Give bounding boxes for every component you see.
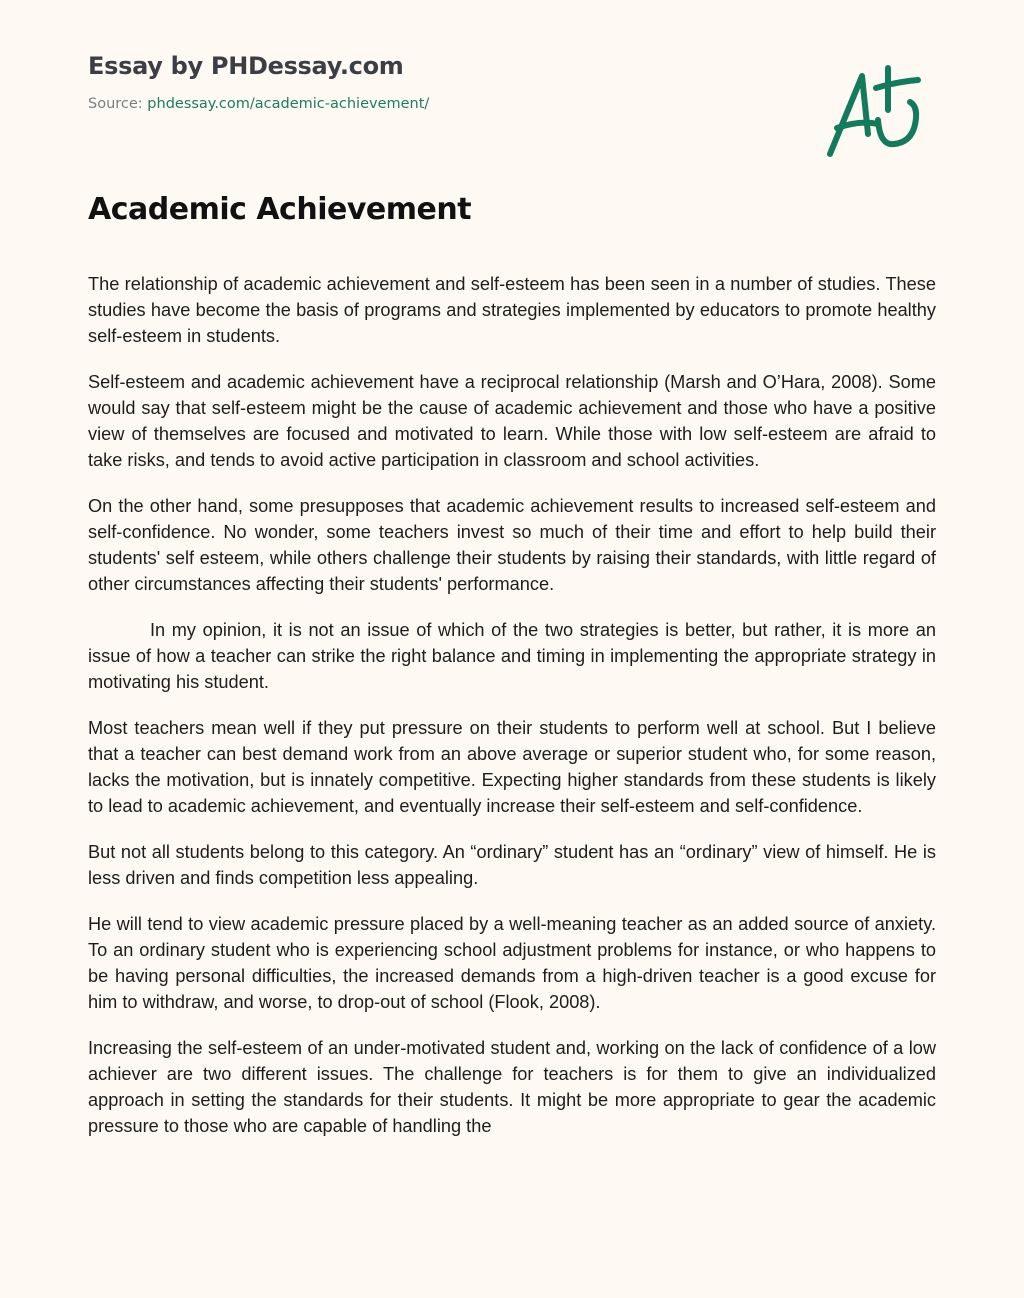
paragraph: He will tend to view academic pressure placed by a well-meaning teacher as an added source of anxiety. To an ordinary student who is experiencing school adjustment problems for instance, or who happens to be having personal difficulties, the increased demands from a high-driven teacher is a good excuse for him to withdraw, and worse, to drop-out of school (Flook, 2008).	[88, 914, 936, 1012]
paragraph: On the other hand, some presupposes that academic achievement results to increased self-esteem and self-confidence. No wonder, some teachers invest so much of their time and effort to help build their students' self esteem, while others challenge their students by raising their standards, with little regard of other circumstances affecting their students' performance.	[88, 496, 936, 594]
content-cutoff	[0, 1240, 1024, 1298]
source-link[interactable]: phdessay.com/academic-achievement/	[147, 96, 430, 112]
source-label: Source:	[88, 96, 148, 112]
a-plus-grade-icon	[820, 62, 932, 162]
paragraph: Most teachers mean well if they put pressure on their students to perform well at school. But I believe that a teacher can best demand work from an above average or superior student who, for some reason, lacks the motivation, but is innately competitive. Expecting higher standards from these students is likely to lead to academic achievement, and eventually increase their self-esteem and self-confidence.	[88, 718, 936, 816]
essay-body	[88, 271, 936, 1159]
paragraph: Self-esteem and academic achievement have a reciprocal relationship (Marsh and O’Hara, 2008). Some would say that self-esteem might be the cause of academic achievement and those who have a positive view of themselves are focused and motivated to learn. While those with low self-esteem are afraid to take risks, and tends to avoid active participation in classroom and school activities.	[88, 372, 936, 470]
paragraph: In my opinion, it is not an issue of which of the two strategies is better, but rather, it is more an issue of how a teacher can strike the right balance and timing in implementing the appropriate strategy in motivating his student.	[88, 620, 936, 692]
page-title: Academic Achievement	[88, 192, 472, 227]
essay-header	[88, 50, 429, 114]
paragraph: Increasing the self-esteem of an under-motivated student and, working on the lack of confidence of a low achiever are two different issues. The challenge for teachers is for them to give an individualized approach in setting the standards for their students. It might be more appropriate to gear the academic pressure to those who are capable of handling the	[88, 1038, 936, 1136]
paragraph: The relationship of academic achievement and self-esteem has been seen in a number of studies. These studies have become the basis of programs and strategies implemented by educators to promote healthy self-esteem in students.	[88, 274, 936, 346]
source-line	[88, 94, 429, 114]
brand-name: Essay by PHDessay.com	[88, 52, 404, 80]
paragraph: But not all students belong to this category. An “ordinary” student has an “ordinary” view of himself. He is less driven and finds competition less appealing.	[88, 842, 936, 888]
